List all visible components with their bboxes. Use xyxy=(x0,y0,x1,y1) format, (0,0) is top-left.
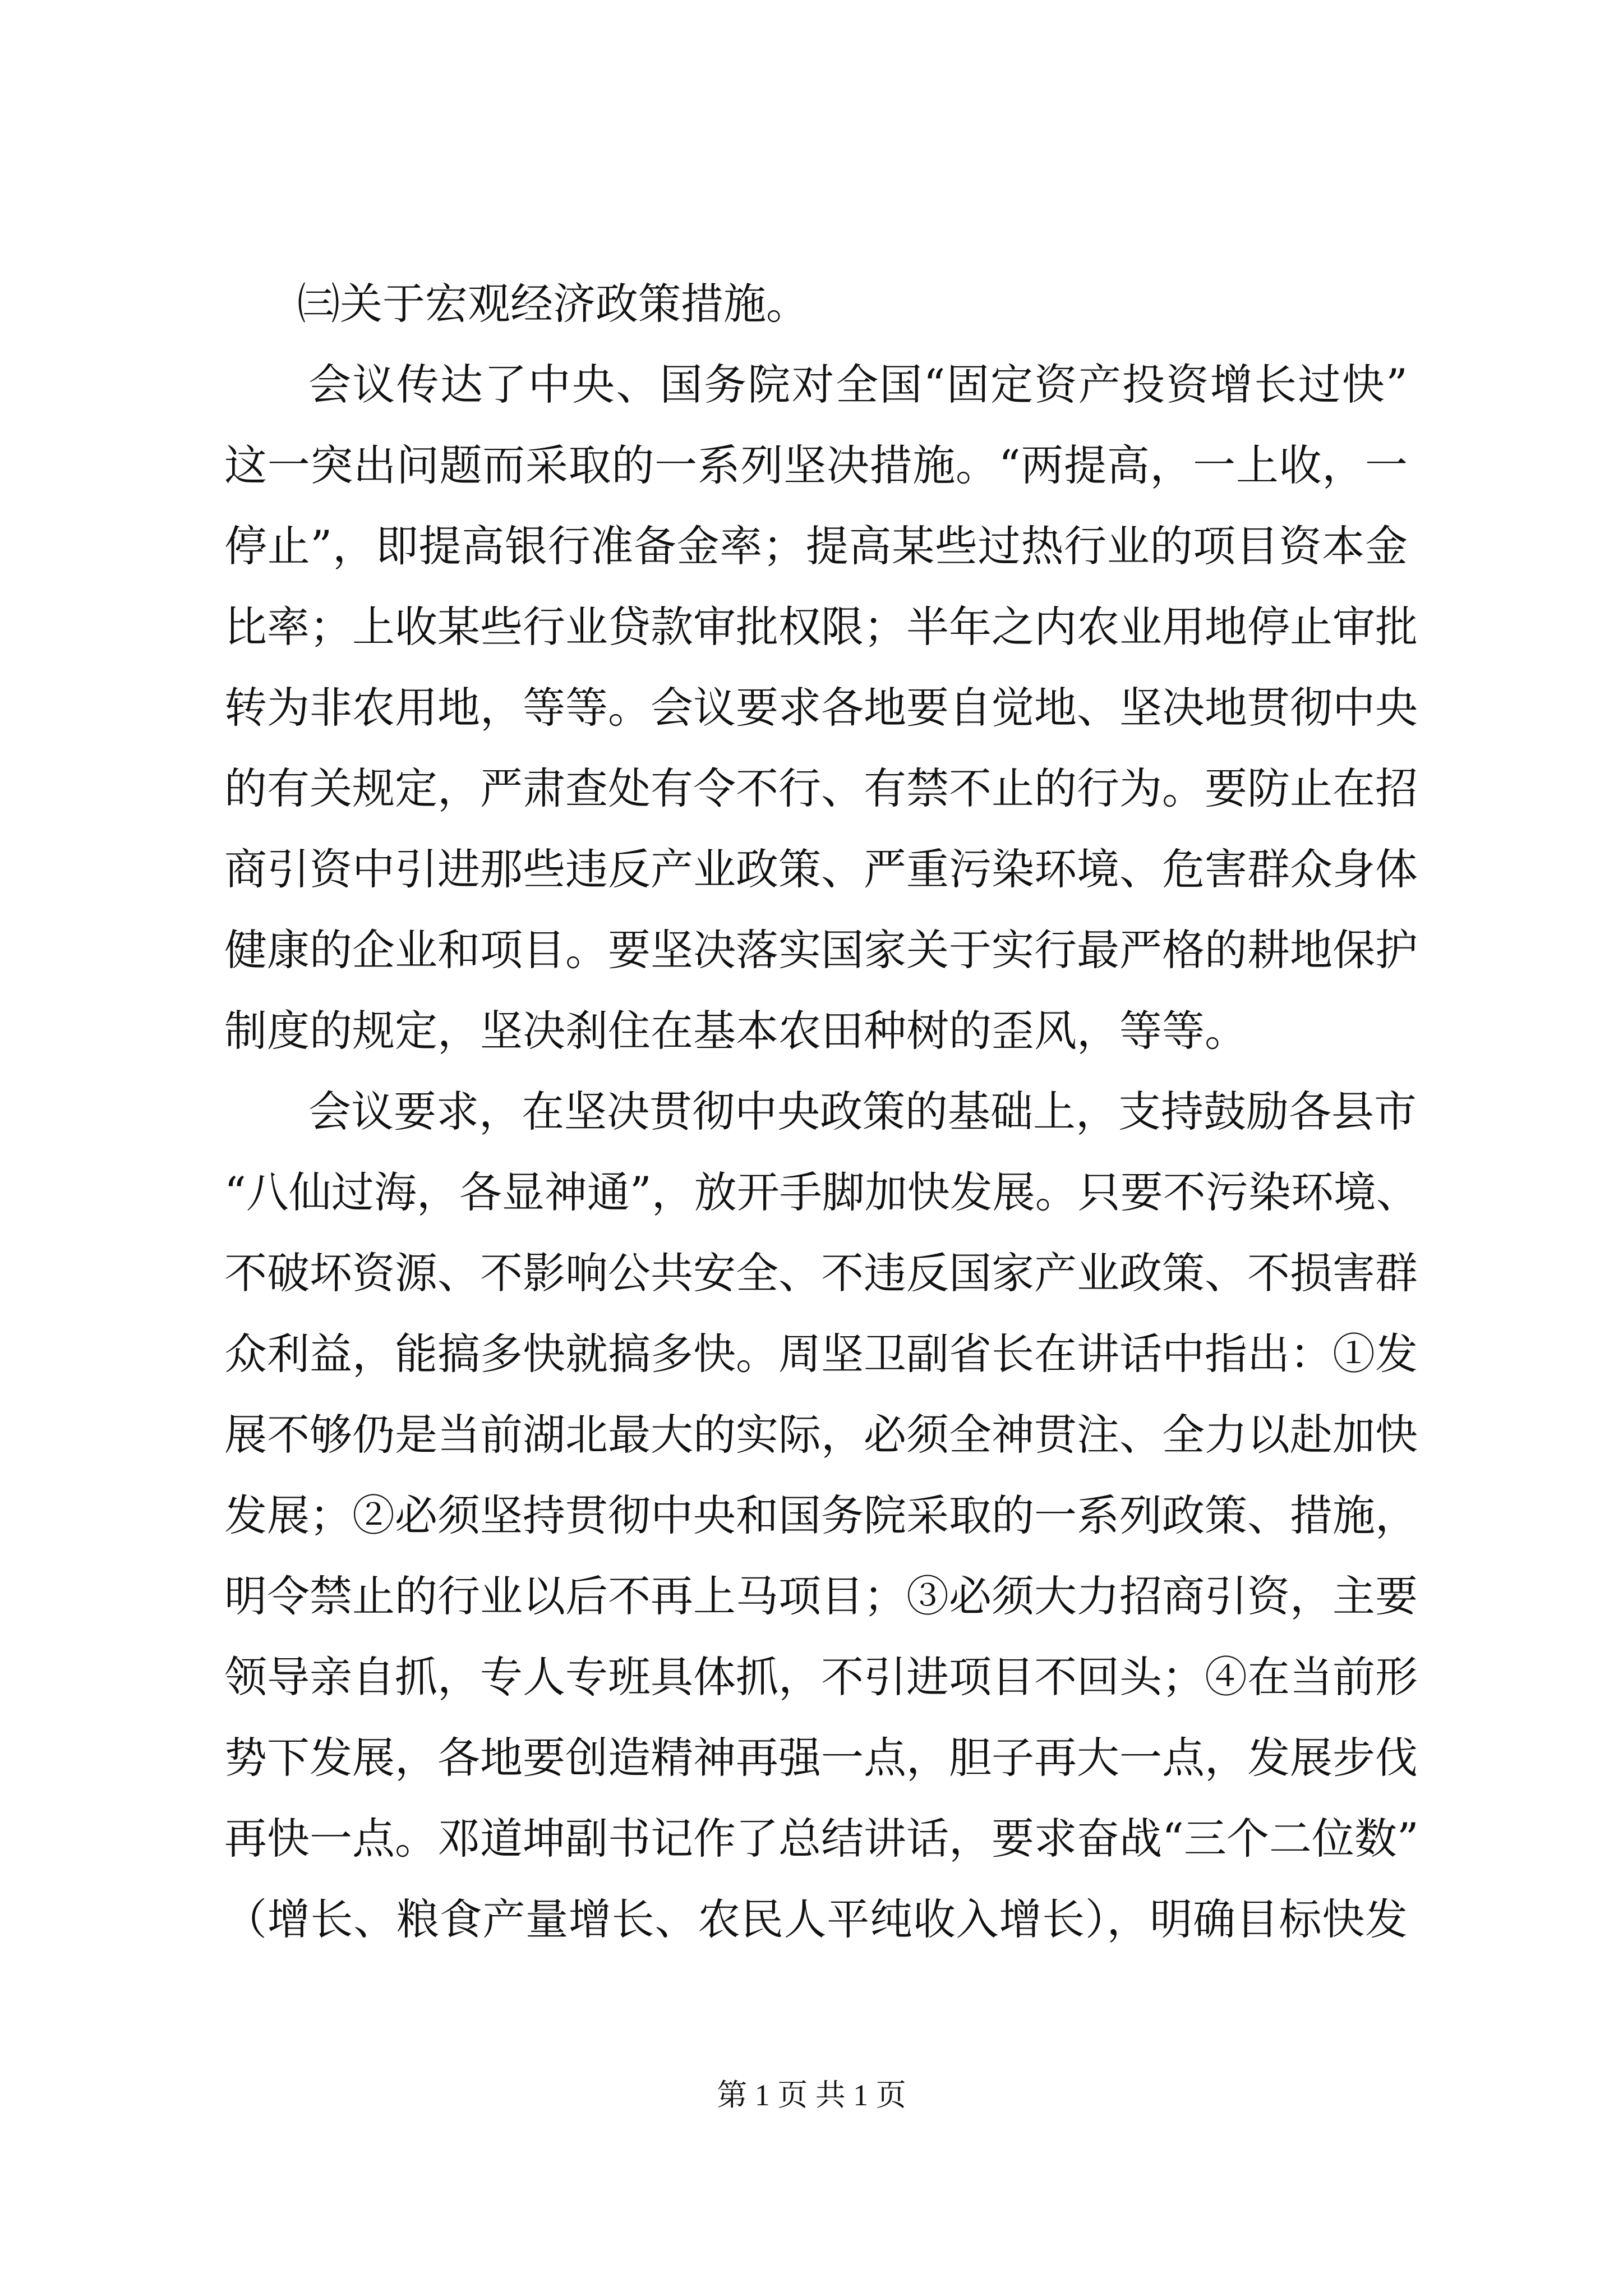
text-line: 会议传达了中央、国务院对全国“固定资产投资增长过快” xyxy=(308,360,1408,409)
text-line: 发展；②必须坚持贯彻中央和国务院采取的一系列政策、措施， xyxy=(224,1490,1418,1540)
page-number-footer: 第 1 页 共 1 页 xyxy=(717,2078,906,2112)
text-line: 商引资中引进那些违反产业政策、严重污染环境、危害群众身体 xyxy=(224,844,1418,894)
text-line: 健康的企业和项目。要坚决落实国家关于实行最严格的耕地保护 xyxy=(224,925,1418,975)
text-line: 不破坏资源、不影响公共安全、不违反国家产业政策、不损害群 xyxy=(224,1248,1418,1298)
text-line: （增长、粮食产量增长、农民人平纯收入增长），明确目标快发 xyxy=(224,1894,1408,1944)
text-line: 明令禁止的行业以后不再上马项目；③必须大力招商引资，主要 xyxy=(224,1571,1418,1621)
text-line: 众利益，能搞多快就搞多快。周坚卫副省长在讲话中指出：①发 xyxy=(224,1329,1418,1379)
text-line: 制度的规定，坚决刹住在基本农田种树的歪风，等等。 xyxy=(224,1006,1247,1056)
paragraph-1 xyxy=(224,344,1418,1071)
text-line: 这一突出问题而采取的一系列坚决措施。“两提高，一上收，一 xyxy=(224,440,1408,490)
section-heading: ㈢关于宏观经济政策措施。 xyxy=(297,279,809,329)
text-line: 的有关规定，严肃查处有令不行、有禁不止的行为。要防止在招 xyxy=(224,763,1418,813)
text-line: 展不够仍是当前湖北最大的实际，必须全神贯注、全力以赴加快 xyxy=(224,1410,1418,1460)
text-line: “八仙过海，各显神通”，放开手脚加快发展。只要不污染环境、 xyxy=(224,1167,1419,1217)
text-line: 比率；上收某些行业贷款审批权限；半年之内农业用地停止审批 xyxy=(224,602,1418,652)
text-line: 势下发展，各地要创造精神再强一点，胆子再大一点，发展步伐 xyxy=(224,1733,1418,1783)
text-line: 领导亲自抓，专人专班具体抓，不引进项目不回头；④在当前形 xyxy=(224,1652,1418,1702)
text-line: 会议要求，在坚决贯彻中央政策的基础上，支持鼓励各县市 xyxy=(308,1087,1417,1137)
text-line: 停止”，即提高银行准备金率；提高某些过热行业的项目资本金 xyxy=(224,521,1408,571)
text-line: 转为非农用地，等等。会议要求各地要自觉地、坚决地贯彻中央 xyxy=(224,683,1418,733)
text-line: 再快一点。邓道坤副书记作了总结讲话，要求奋战“三个二位数” xyxy=(224,1814,1419,1864)
paragraph-2 xyxy=(224,1071,1419,1960)
document-body xyxy=(224,264,1419,1960)
